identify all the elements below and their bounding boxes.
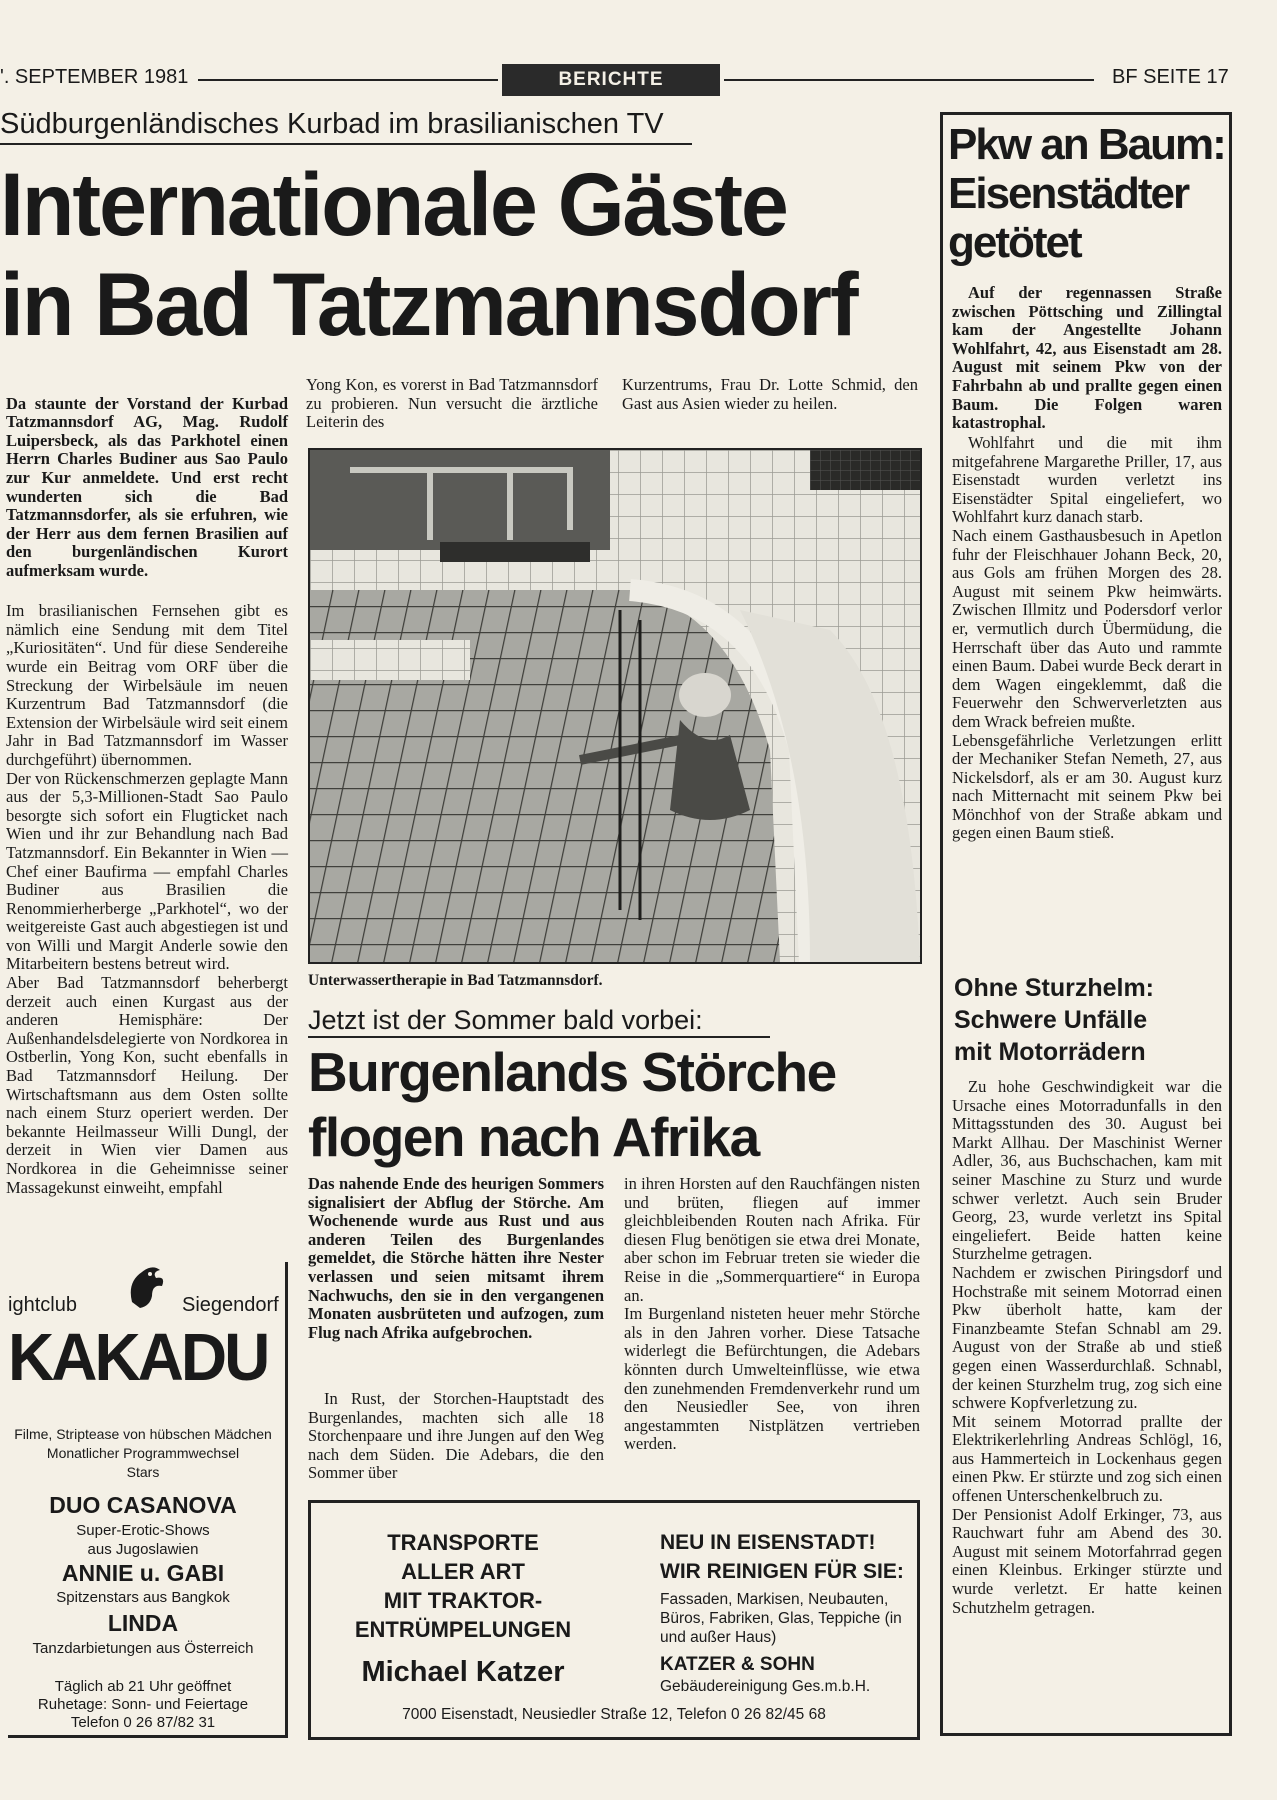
- transport-left-3: MIT TRAKTOR-: [383, 1588, 543, 1613]
- main-article-col1: [6, 376, 288, 581]
- storks-col1-body: In Rust, der Storchen-Hauptstadt des Burgenlandes, machten sich alle 18 Storchenpaare und ihre Jungen auf den Weg nach dem Süden. Die Adebars, die den Sommer über: [308, 1389, 604, 1483]
- pool-photo: [308, 448, 922, 964]
- club-act3-desc: Tanzdarbietungen aus Österreich: [32, 1640, 254, 1657]
- main-article-col1-body: [6, 565, 288, 1197]
- storks-headline-line1: Burgenlands Störche: [308, 1041, 836, 1103]
- club-act2: ANNIE u. GABI: [61, 1560, 225, 1586]
- club-act1-desc2: aus Jugoslawien: [87, 1541, 199, 1558]
- transport-address: 7000 Eisenstadt, Neusiedler Straße 12, Telefon 0 26 82/45 68: [402, 1706, 826, 1723]
- header-rule-right: [724, 79, 1094, 81]
- main-headline-line1: Internationale Gäste: [0, 154, 787, 255]
- transport-right-3: Fassaden, Markisen, Neubauten, Büros, Fabriken, Glas, Teppiche (in und außer Haus): [660, 1591, 902, 1646]
- storks-kicker: Jetzt ist der Sommer bald vorbei:: [308, 1005, 703, 1035]
- issue-date: '. SEPTEMBER 1981: [0, 66, 189, 88]
- club-tag-left: ightclub: [8, 1294, 77, 1316]
- sidebar-sub-2: Schwere Unfälle: [954, 1006, 1148, 1034]
- club-line1: Filme, Striptease von hübschen Mädchen: [14, 1426, 272, 1442]
- sidebar-body: Wohlfahrt und die mit ihm mitgefahrene Margarethe Priller, 17, aus Eisenstadt wurden verletzt ins Eisenstädter Spital eingeliefert, wo Wohlfahrt kurz danach starb. Nach einem Gasthausbesuch in Apetlon fuhr der Fleischhauer Johann Beck, 20, aus Gols am frühen Morgen des 28. August mit seinem Pkw heimwärts. Zwischen Illmitz und Podersdorf verlor er, vermutlich durch Übermüdung, die Herrschaft über das Auto und rammte einen Baum. Dabei wurde Beck derart in dem Wagen eingeklemmt, daß die Feuerwehr den Schwerverletzten aus dem Wrack befreien mußte. Lebensgefährliche Verletzungen erlitt der Mechaniker Stefan Nemeth, 27, aus Nickelsdorf, als er am 30. August kurz nach Mitternacht mit seinem Pkw bei Mönchhof von der Straße abkam und gegen einen Baum stieß.: [952, 433, 1222, 843]
- club-line3: Stars: [126, 1464, 160, 1480]
- header-rule-left: [198, 79, 498, 81]
- cockatoo-logo-icon: [122, 1262, 172, 1312]
- storks-kicker-rule: [308, 1036, 770, 1038]
- transport-right-1: NEU IN EISENSTADT!: [660, 1531, 876, 1554]
- sidebar-headline-3: getötet: [948, 218, 1081, 267]
- sidebar-lead: Auf der regennassen Straße zwischen Pöttsching und Zillingtal kam der Angestellte Johann Wohlfahrt, 42, aus Eisenstadt am 28. August mit seinem Pkw von der Fahrbahn ab und prallte gegen einen Baum. Die Folgen waren katastrophal.: [952, 283, 1222, 433]
- sidebar-sub-3: mit Motorrädern: [954, 1038, 1146, 1066]
- club-tag-right: Siegendorf: [182, 1294, 279, 1316]
- main-kicker: Südburgenländisches Kurbad im brasilianischen TV: [0, 108, 664, 140]
- photo-caption: Unterwassertherapie in Bad Tatzmannsdorf.: [308, 972, 603, 989]
- transport-left-1: TRANSPORTE: [387, 1530, 539, 1555]
- main-lead-intro: Da staunte der Vorstand der Kurbad Tatzmannsdorf AG, Mag. Rudolf Luipersbeck, als das Parkhotel einen Herrn Charles Budiner aus Sao Paulo zur Kur anmeldete. Und erst recht wunderten sich die Bad Tatzmannsdorfer, als sie erfuhren, wie der Herr aus dem fernen Brasilien auf den burgenländischen Kurort aufmerksam wurde.: [6, 393, 288, 580]
- storks-lead: Das nahende Ende des heurigen Sommers signalisiert der Abflug der Störche. Am Wochenende wurde aus Rust und aus anderen Teilen des Burgenlandes gemeldet, die Störche hätten ihre Nester verlassen und seien mitsamt ihrem Nachwuchs, den sie in den vergangenen Monaten ausbrüteten und aufzogen, zum Flug nach Afrika aufgebrochen.: [308, 1174, 604, 1342]
- main-article-col2: Yong Kon, es vorerst in Bad Tatzmannsdorf zu probieren. Nun versucht die ärztliche Leiterin des: [306, 375, 598, 432]
- club-rest-days: Ruhetage: Sonn- und Feiertage: [37, 1696, 249, 1713]
- sidebar-headline-1: Pkw an Baum:: [948, 120, 1225, 169]
- transport-company: KATZER & SOHN: [660, 1654, 815, 1675]
- page-number: BF SEITE 17: [1112, 66, 1229, 88]
- main-article-col3: Kurzentrums, Frau Dr. Lotte Schmid, den Gast aus Asien wieder zu heilen.: [622, 375, 918, 413]
- club-act1-desc1: Super-Erotic-Shows: [76, 1522, 210, 1539]
- storks-headline-line2: flogen nach Afrika: [308, 1106, 759, 1168]
- club-logo-text: KAKADU: [8, 1319, 268, 1395]
- sidebar-headline-2: Eisenstädter: [948, 169, 1189, 218]
- club-line2: Monatlicher Programmwechsel: [46, 1445, 240, 1461]
- pool-photo-illustration: [310, 450, 920, 962]
- sidebar-sub-1: Ohne Sturzhelm:: [954, 974, 1155, 1002]
- club-hours: Täglich ab 21 Uhr geöffnet: [54, 1678, 232, 1695]
- club-act2-desc: Spitzenstars aus Bangkok: [56, 1589, 230, 1606]
- sidebar-body2: Zu hohe Geschwindigkeit war die Ursache eines Motorradunfalls in den Mittagsstunden des 30. August bei Markt Allhau. Der Maschinist Werner Adler, 36, aus Buchschachen, kam mit seiner Maschine zu Sturz und wurde schwer verletzt. Auch sein Bruder Georg, 23, wurde verletzt ins Spital eingeliefert. Beide hatten keine Sturzhelme getragen. Nachdem er zwischen Piringsdorf und Hochstraße mit seinem Motorrad einen Pkw überholt hatte, kam der Finanzbeamte Stefan Schnabl am 29. August von der Straße ab und stieß gegen einen Wasserdurchlaß. Schnabl, der keinen Sturzhelm trug, zog sich eine schwere Kopfverletzung zu. Mit seinem Motorrad prallte der Elektrikerlehrling Andreas Schlögl, 16, aus Hammerteich in Lockenhaus gegen einen Pkw. Er stürzte und zog sich einen offenen Unterschenkelbruch zu. Der Pensionist Adolf Erkinger, 73, aus Rauchwart fuhr am Abend des 30. August mit seinem Motorfahrrad gegen einen Kleinbus. Erkinger stürzte und wurde verletzt. Er hatte keinen Schutzhelm getragen.: [952, 1077, 1222, 1617]
- transport-company-desc: Gebäudereinigung Ges.m.b.H.: [660, 1678, 871, 1695]
- transport-owner-name: Michael Katzer: [361, 1656, 565, 1688]
- kicker-rule: [0, 143, 692, 145]
- club-act1: DUO CASANOVA: [49, 1492, 237, 1518]
- main-col1-visible: Im brasilianischen Fernsehen gibt es nämlich eine Sendung mit dem Titel „Kuriositäten“. Und für diese Sendereihe wurde ein Beitrag vom ORF über die Streckung der Wirbelsäule im neuen Kurzentrum Bad Tatzmannsdorf (die Extension der Wirbelsäule wird seit einem Jahr in Bad Tatzmannsdorf im Wasser durchgeführt) übernommen. Der von Rückenschmerzen geplagte Mann aus der 5,3-Millionen-Stadt Sao Paulo besorgte sich sofort ein Flugticket nach Wien und ihr zur Behandlung nach Bad Tatzmannsdorf. Ein Bekannter in Wien — Chef einer Baufirma — empfahl Charles Budiner aus Brasilien die Renommierherberge „Parkhotel“, wo der weitgereiste Gast auch abgestiegen ist und von Willi und Margit Anderle sowie den Mitarbeitern bestens betreut wird. Aber Bad Tatzmannsdorf beherbergt derzeit auch einen Kurgast aus der anderen Hemisphäre: Der Außenhandelsdelegierte von Nordkorea in Ostberlin, Yong Kon, sucht ebenfalls in Bad Tatzmannsdorf Heilung. Der Wirtschaftsmann aus dem Osten sollte nach einem Sturz operiert werden. Der bekannte Heilmasseur Willi Dungl, der derzeit in Wien vier Damen aus Nordkorea in die Geheimnisse seiner Massagekunst einweiht, empfahl: [6, 601, 288, 1197]
- transport-right-2: WIR REINIGEN FÜR SIE:: [660, 1560, 904, 1583]
- storks-col2: in ihren Horsten auf den Rauchfängen nisten und brüten, fliegen auf immer gleichbleibenden Routen nach Afrika. Für diesen Flug benötigen sie etwa drei Monate, aber schon im Februar treten sie wieder die Reise in die „Sommerquartiere“ in Europa an. Im Burgenland nisteten heuer mehr Störche als in den Jahren vorher. Diese Tatsache widerlegt die Befürchtungen, die Adebars könnten durch Umwelteinflüsse, wie etwa den zunehmenden Fremdenverkehr rund um den Neusiedler See, von ihren angestammten Nistplätzen vertrieben werden.: [624, 1174, 920, 1454]
- section-badge: BERICHTE: [502, 64, 720, 96]
- transport-left-2: ALLER ART: [401, 1559, 525, 1584]
- club-act3: LINDA: [107, 1610, 179, 1636]
- main-headline-line2: in Bad Tatzmannsdorf: [0, 254, 857, 355]
- transport-left-4: ENTRÜMPELUNGEN: [354, 1617, 572, 1642]
- club-phone: Telefon 0 26 87/82 31: [70, 1714, 216, 1731]
